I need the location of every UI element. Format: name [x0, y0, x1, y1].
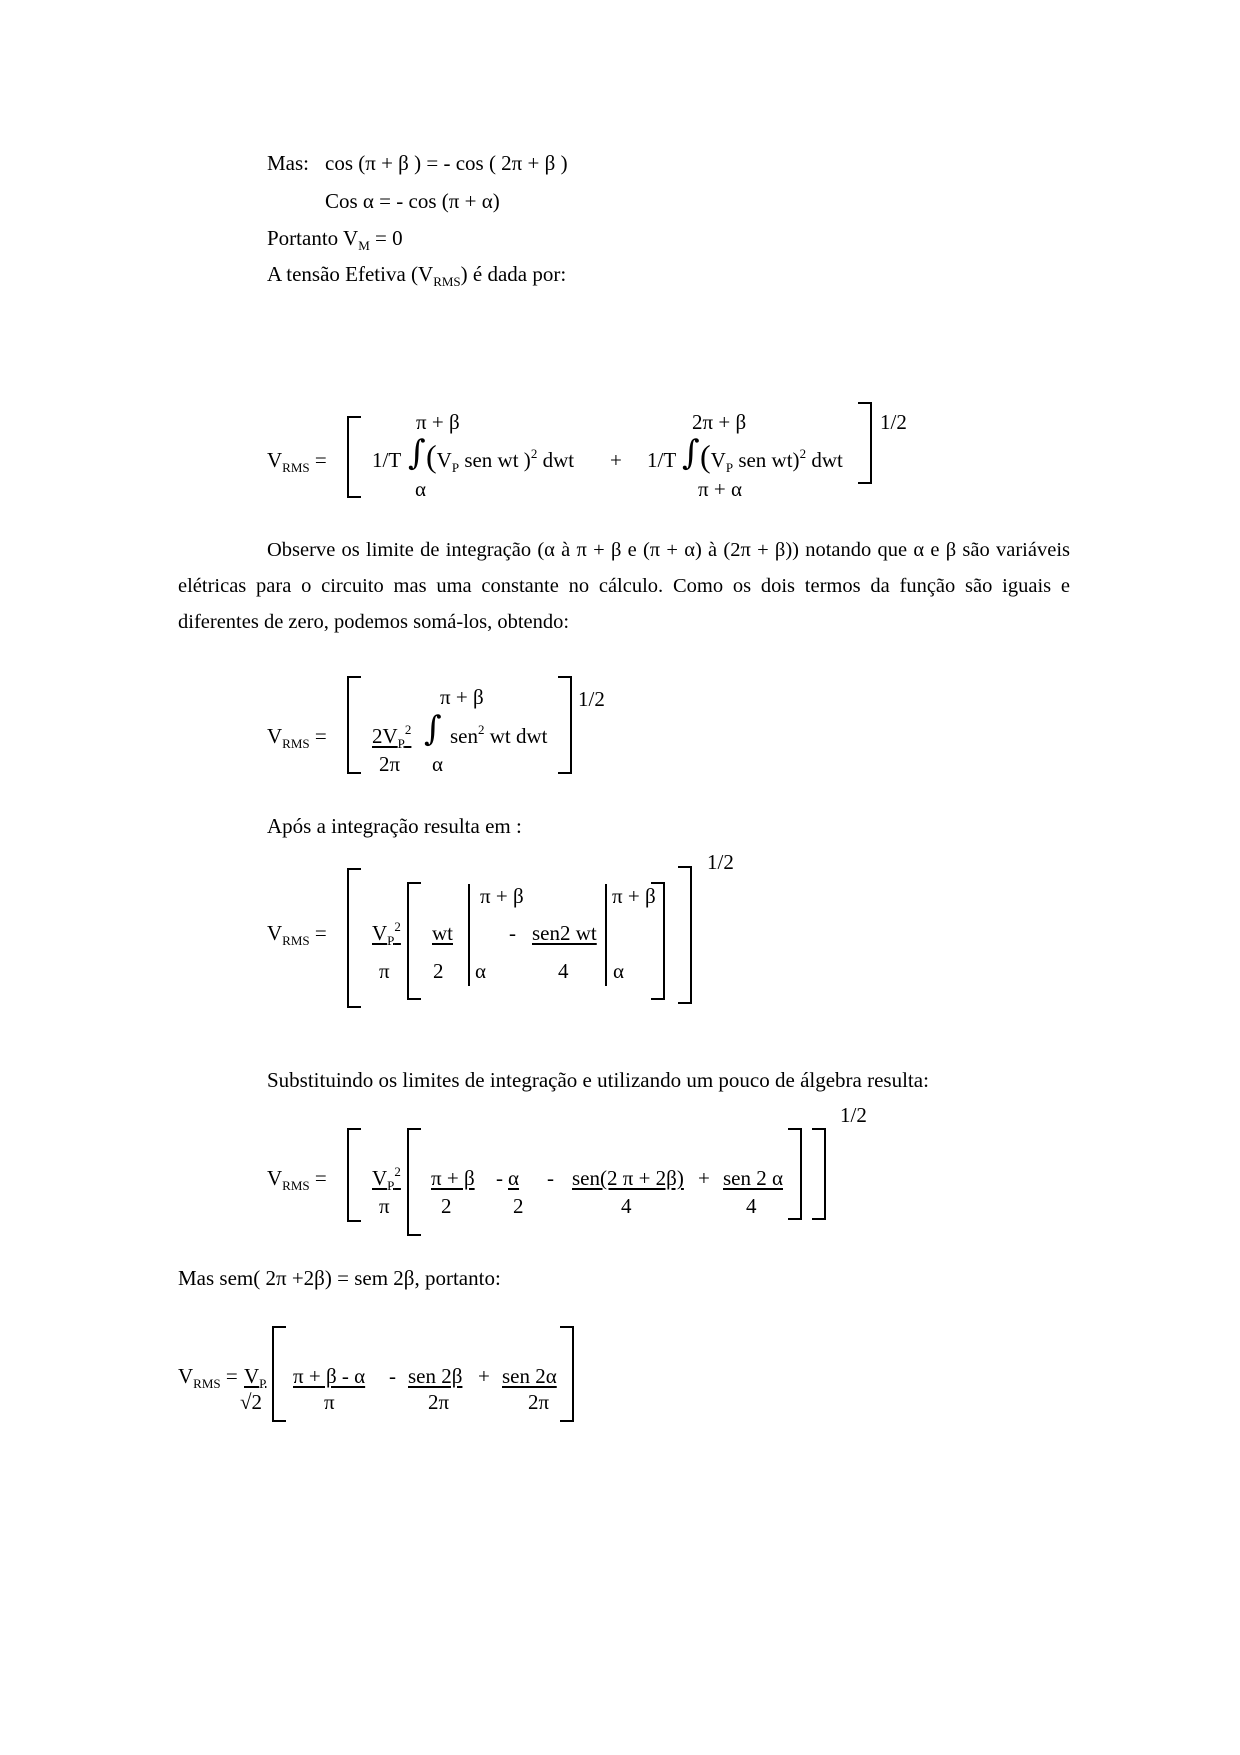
- vrms-label: [267, 1166, 327, 1193]
- vp-subscript: P: [451, 460, 460, 475]
- rms-intro-line: [267, 262, 567, 289]
- term-2-numerator: α: [508, 1166, 520, 1190]
- term-3-denominator: 2π: [528, 1390, 550, 1414]
- lower-limit-1: α: [415, 477, 427, 501]
- square-superscript: 2: [530, 446, 538, 461]
- lower-limit-2: α: [613, 959, 625, 983]
- observe-paragraph: Observe os limite de integração (α à π + β e (π + α) à (2π + β)) notando que α e β são variáveis elétricas para o circuito mas uma constante no cálculo. Como os dois termos da função são iguais e diferentes de zero, podemos somá-los, obtendo:: [178, 539, 1070, 633]
- portanto-subscript: M: [358, 238, 370, 253]
- vrms-label: [178, 1364, 238, 1391]
- plus-sign: +: [478, 1364, 490, 1388]
- portanto-text: Portanto V: [267, 226, 359, 250]
- rms-intro-subscript: RMS: [433, 274, 461, 289]
- term-2: [700, 438, 843, 475]
- integral-sign-2: ∫: [682, 433, 700, 473]
- upper-limit-2: 2π + β: [692, 410, 747, 434]
- outer-right-bracket: [678, 866, 692, 1004]
- right-bracket: [558, 676, 572, 774]
- vrms-equals: =: [309, 724, 327, 748]
- vp-subscript: P: [387, 933, 395, 948]
- outer-right-bracket: [812, 1128, 826, 1220]
- sen2wt-denominator: 4: [558, 959, 569, 983]
- fraction-denominator: 2π: [379, 752, 401, 776]
- portanto-tail: = 0: [369, 226, 403, 250]
- vp-squared: [372, 1164, 401, 1193]
- term-2-mid: sen wt): [733, 448, 800, 472]
- vp: V: [710, 448, 726, 472]
- vrms-equals: =: [309, 448, 327, 472]
- term-2-denominator: 2π: [428, 1390, 450, 1414]
- mas-label: Mas:: [267, 151, 309, 175]
- integrand: [450, 722, 548, 748]
- minus-sign-1: -: [496, 1166, 503, 1190]
- sen2wt-numerator: sen2 wt: [532, 921, 597, 945]
- num: 2V: [372, 724, 398, 748]
- term-3-numerator: sen 2α: [502, 1364, 557, 1388]
- upper-limit-1: π + β: [416, 410, 460, 434]
- minus-sign: -: [509, 921, 516, 945]
- vp-squared: [372, 919, 401, 948]
- apos-line: Após a integração resulta em :: [267, 814, 522, 838]
- vrms-label: [267, 448, 327, 475]
- integral-sign-1: ∫: [408, 433, 426, 473]
- exponent: 1/2: [578, 687, 605, 711]
- inner-right-bracket: [788, 1128, 802, 1220]
- vp-superscript: 2: [394, 1164, 401, 1179]
- vrms-equals: =: [309, 921, 327, 945]
- num-superscript: 2: [404, 722, 412, 737]
- plus-sign: +: [610, 448, 622, 472]
- left-bracket: [347, 416, 361, 498]
- term-2-numerator: sen 2β: [408, 1364, 463, 1388]
- term-3-numerator: sen(2 π + 2β): [572, 1166, 684, 1190]
- inner-left-bracket: [407, 1128, 421, 1236]
- integral-sign: ∫: [424, 709, 442, 749]
- left-bracket: [272, 1326, 286, 1422]
- inner-right-bracket: [651, 882, 665, 1000]
- plus-sign: +: [698, 1166, 710, 1190]
- vp: V: [244, 1364, 260, 1388]
- paren-icon: (: [700, 438, 711, 474]
- minus-sign: -: [389, 1364, 396, 1388]
- portanto-line: [267, 226, 403, 253]
- term-2-denominator: 2: [513, 1194, 524, 1218]
- denominator-pi: π: [379, 959, 390, 983]
- outer-left-bracket: [347, 868, 361, 1008]
- cos-identity-2: Cos α = - cos (π + α): [325, 189, 500, 213]
- vp-subscript: P: [387, 1178, 395, 1193]
- vp: V: [436, 448, 452, 472]
- exponent: 1/2: [880, 410, 907, 434]
- evaluation-bar-2: [605, 884, 607, 986]
- vrms-subscript: RMS: [282, 933, 310, 948]
- term-1-tail: dwt: [537, 448, 575, 472]
- wt-numerator: wt: [432, 921, 453, 945]
- inner-left-bracket: [407, 882, 421, 1000]
- vrms-equals: =: [220, 1364, 238, 1388]
- integrand-sen: sen: [450, 724, 478, 748]
- vp-subscript: P: [259, 1376, 267, 1391]
- right-bracket: [858, 402, 872, 484]
- coef-2: 1/T: [647, 448, 677, 472]
- fraction-numerator: [372, 722, 412, 751]
- coef-1: 1/T: [372, 448, 402, 472]
- exponent: 1/2: [707, 850, 734, 874]
- vrms-label: [267, 724, 327, 751]
- vp-subscript: P: [725, 460, 734, 475]
- vrms-subscript: RMS: [282, 736, 310, 751]
- upper-limit: π + β: [440, 685, 484, 709]
- vp-numerator: [244, 1364, 267, 1391]
- vrms-equals: =: [309, 1166, 327, 1190]
- outer-left-bracket: [347, 1128, 361, 1222]
- vrms-v: V: [267, 448, 283, 472]
- term-4-numerator: sen 2 α: [723, 1166, 783, 1190]
- term-1-numerator: π + β - α: [293, 1364, 366, 1388]
- exponent: 1/2: [840, 1103, 867, 1127]
- integrand-superscript: 2: [478, 722, 485, 737]
- square-superscript: 2: [799, 446, 807, 461]
- right-bracket: [560, 1326, 574, 1422]
- vrms-subscript: RMS: [193, 1376, 221, 1391]
- vrms-label: [267, 921, 327, 948]
- subst-line: Substituindo os limites de integração e utilizando um pouco de álgebra resulta:: [267, 1068, 929, 1092]
- lower-limit-1: α: [475, 959, 487, 983]
- term-1-denominator: π: [324, 1390, 335, 1414]
- cos-identity-1: cos (π + β ) = - cos ( 2π + β ): [325, 151, 568, 175]
- lower-limit: α: [432, 752, 444, 776]
- sqrt-two: √2: [240, 1390, 263, 1414]
- rms-intro-text: A tensão Efetiva (V: [267, 262, 434, 286]
- term-3-denominator: 4: [621, 1194, 632, 1218]
- upper-limit-2: π + β: [612, 884, 656, 908]
- denominator-pi: π: [379, 1194, 390, 1218]
- vrms-subscript: RMS: [282, 460, 310, 475]
- lower-limit-2: π + α: [698, 477, 742, 501]
- term-1: [426, 438, 575, 475]
- integrand-tail: wt dwt: [484, 724, 548, 748]
- rms-intro-tail: ) é dada por:: [460, 262, 567, 286]
- vp-superscript: 2: [394, 919, 401, 934]
- term-2-tail: dwt: [806, 448, 843, 472]
- evaluation-bar-1: [468, 884, 470, 986]
- minus-sign-2: -: [547, 1166, 554, 1190]
- vp: V: [372, 921, 388, 945]
- vrms-subscript: RMS: [282, 1178, 310, 1193]
- vrms-v: V: [267, 1166, 283, 1190]
- term-4-denominator: 4: [746, 1194, 757, 1218]
- vrms-v: V: [178, 1364, 194, 1388]
- paren-icon: (: [426, 438, 437, 474]
- term-1-mid: sen wt ): [459, 448, 531, 472]
- num-subscript: P: [397, 736, 405, 751]
- left-bracket: [347, 676, 361, 774]
- vp: V: [372, 1166, 388, 1190]
- vrms-v: V: [267, 724, 283, 748]
- wt-denominator: 2: [433, 959, 444, 983]
- mas-sem-line: Mas sem( 2π +2β) = sem 2β, portanto:: [178, 1266, 501, 1290]
- term-1-numerator: π + β: [431, 1166, 475, 1190]
- upper-limit-1: π + β: [480, 884, 524, 908]
- vrms-v: V: [267, 921, 283, 945]
- term-1-denominator: 2: [441, 1194, 452, 1218]
